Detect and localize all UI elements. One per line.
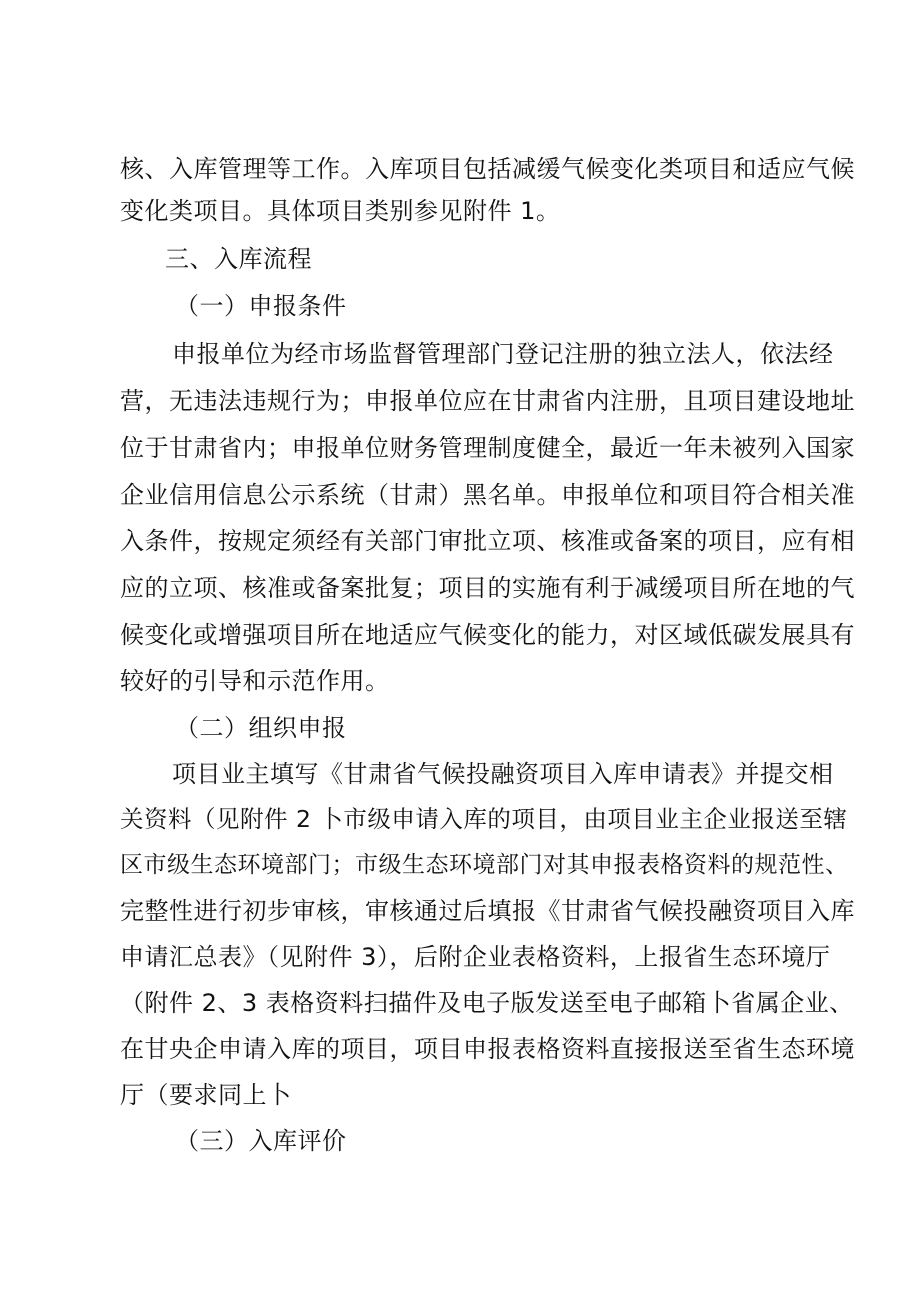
subsection-heading: （二）组织申报: [175, 714, 347, 742]
body-line: 较好的引导和示范作用。: [120, 667, 390, 695]
body-line: 在甘央企申请入库的项目，项目申报表格资料直接报送至省生态环境: [120, 1035, 855, 1063]
body-line: 位于甘肃省内；申报单位财务管理制度健全，最近一年未被列入国家: [120, 434, 855, 462]
body-line: 入条件，按规定须经有关部门审批立项、核准或备案的项目，应有相: [120, 527, 855, 555]
section-heading: 三、入库流程: [165, 245, 312, 273]
body-line: 变化类项目。具体项目类别参见附件 1。: [120, 197, 561, 225]
subsection-heading: （三）入库评价: [175, 1127, 347, 1155]
body-line: 区市级生态环境部门；市级生态环境部门对其申报表格资料的规范性、: [120, 852, 849, 878]
body-line: 营，无违法违规行为；申报单位应在甘肃省内注册，且项目建设地址: [120, 387, 855, 415]
body-line: 项目业主填写《甘肃省气候投融资项目入库申请表》并提交相: [172, 760, 834, 788]
body-line: 申报单位为经市场监督管理部门登记注册的独立法人，依法经: [172, 340, 834, 368]
body-line: 申请汇总表》（见附件 3），后附企业表格资料，上报省生态环境厅: [120, 943, 831, 971]
body-line: 核、入库管理等工作。入库项目包括减缓气候变化类项目和适应气候: [120, 155, 855, 183]
body-line: 应的立项、核准或备案批复；项目的实施有利于减缓项目所在地的气: [120, 574, 855, 602]
body-line: 企业信用信息公示系统（甘肃）黑名单。申报单位和项目符合相关准: [120, 481, 855, 509]
body-line: 厅（要求同上卜: [120, 1081, 292, 1109]
body-line: 关资料（见附件 2 卜市级申请入库的项目，由项目业主企业报送至辖: [120, 805, 848, 833]
body-line: （附件 2、3 表格资料扫描件及电子版发送至电子邮箱卜省属企业、: [120, 989, 854, 1017]
body-line: 候变化或增强项目所在地适应气候变化的能力，对区域低碳发展具有: [120, 621, 855, 649]
body-line: 完整性进行初步审核，审核通过后填报《甘肃省气候投融资项目入库: [120, 897, 855, 925]
subsection-heading: （一）申报条件: [175, 292, 347, 320]
